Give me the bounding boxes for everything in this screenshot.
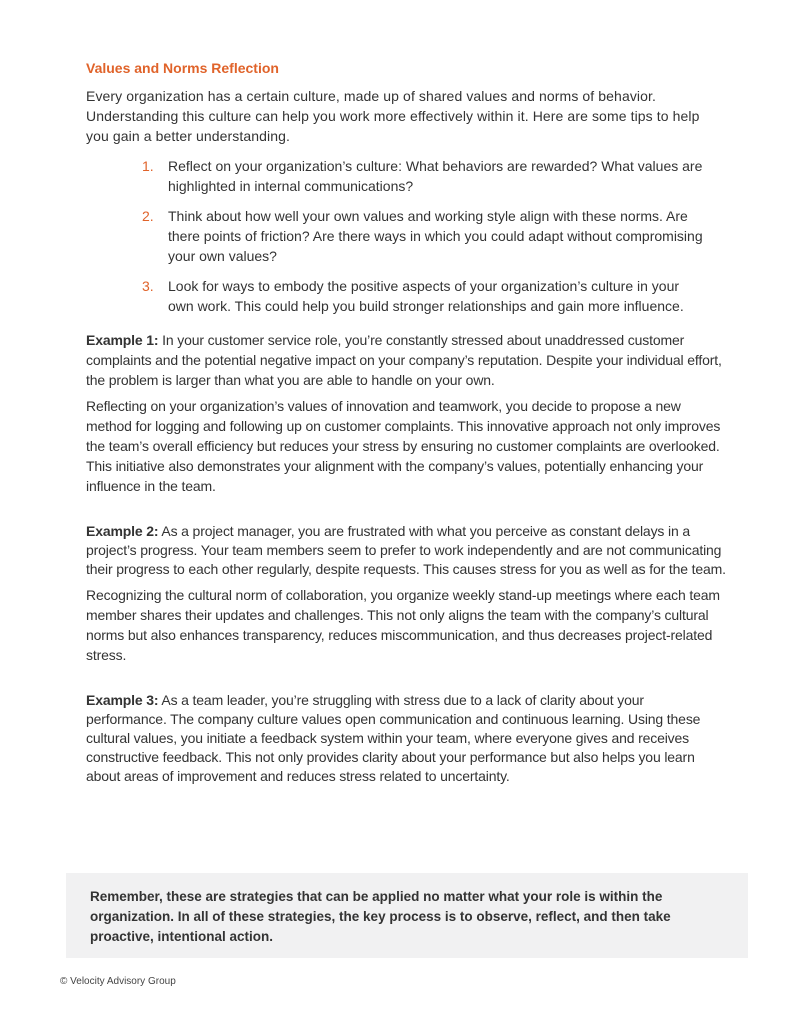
example-2 — [86, 522, 726, 665]
list-item — [86, 156, 726, 196]
example-scenario-text: In your customer service role, you’re constantly stressed about unaddressed customer complaints and the potential negative impact on your company’s reputation. Despite your individual effort, the problem is larger than what you are able to handle on your own. — [86, 332, 722, 388]
example-scenario-text: As a team leader, you’re struggling with stress due to a lack of clarity about your performance. The company culture values open communication and continuous learning. Using these cultural values, you initiate a feedback system within your team, where everyone gives and receives constructive feedback. This not only provides clarity about your performance but also helps you learn about areas of improvement and reduces stress related to uncertainty. — [86, 692, 701, 784]
tips-list — [86, 156, 726, 316]
tip-number: 1. — [142, 158, 154, 174]
example-1 — [86, 330, 726, 496]
tip-text: Look for ways to embody the positive aspects of your organization’s culture in your own work. This could help you build stronger relationships and gain more influence. — [168, 278, 684, 314]
example-resolution: Recognizing the cultural norm of collaboration, you organize weekly stand-up meetings where each team member shares their updates and challenges. This not only aligns the team with the company’s cultural norms but also enhances transparency, reduces miscommunication, and thus decreases project-related stress. — [86, 587, 720, 663]
callout-text: Remember, these are strategies that can be applied no matter what your role is within the organization. In all of these strategies, the key process is to observe, reflect, and then take proactive, intentional action. — [90, 889, 671, 944]
example-scenario — [86, 330, 726, 390]
intro-paragraph: Every organization has a certain culture, made up of shared values and norms of behavior. Understanding this culture can help you work more effectively within it. Here are some tips to help you gain a better understanding. — [86, 88, 700, 144]
example-3 — [86, 691, 726, 786]
tip-number: 3. — [142, 278, 154, 294]
example-resolution: Reflecting on your organization’s values of innovation and teamwork, you decide to propose a new method for logging and following up on customer complaints. This innovative approach not only improves the team’s overall efficiency but reduces your stress by ensuring no customer complaints are overlooked. This initiative also demonstrates your alignment with the company’s values, potentially enhancing your influence in the team. — [86, 398, 721, 494]
tip-text: Reflect on your organization’s culture: What behaviors are rewarded? What values are highlighted in internal communications? — [168, 158, 703, 194]
tip-number: 2. — [142, 208, 154, 224]
section-title: Values and Norms Reflection — [86, 60, 279, 76]
footer-copyright: © Velocity Advisory Group — [60, 976, 176, 987]
example-label: Example 2: — [86, 523, 159, 539]
tip-text: Think about how well your own values and working style align with these norms. Are there points of friction? Are there ways in which you could adapt without compromising your own values? — [168, 208, 703, 264]
example-label: Example 1: — [86, 332, 159, 348]
example-label: Example 3: — [86, 692, 159, 708]
example-scenario — [86, 522, 726, 579]
example-scenario-text: As a project manager, you are frustrated with what you perceive as constant delays in a project’s progress. Your team members seem to prefer to work independently and are not communicating their progress to each other regularly, despite requests. This causes stress for you as well as for the team. — [86, 523, 726, 577]
list-item — [86, 276, 726, 316]
list-item — [86, 206, 726, 266]
callout-box — [66, 873, 748, 958]
main-content — [86, 58, 726, 812]
example-scenario — [86, 691, 726, 786]
